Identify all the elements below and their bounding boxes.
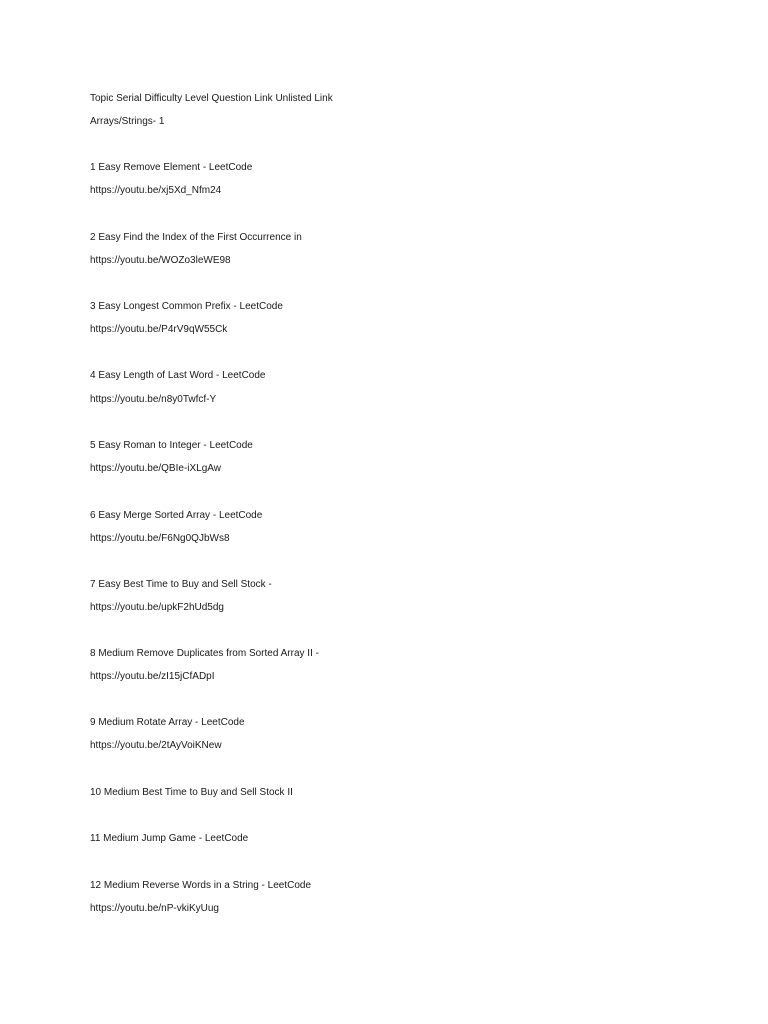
entry-link[interactable]: https://youtu.be/zI15jCfADpI [90, 671, 215, 682]
entry-title: 4 Easy Length of Last Word - LeetCode [90, 370, 266, 381]
entry-title: 10 Medium Best Time to Buy and Sell Stock II [90, 787, 293, 798]
entry-link[interactable]: https://youtu.be/QBIe-iXLgAw [90, 463, 222, 474]
entry-link[interactable]: https://youtu.be/F6Ng0QJbWs8 [90, 533, 230, 544]
entry-title: 6 Easy Merge Sorted Array - LeetCode [90, 510, 263, 521]
entry-title: 12 Medium Reverse Words in a String - LeetCode [90, 880, 312, 891]
entry-title: 11 Medium Jump Game - LeetCode [90, 833, 249, 844]
entry-title: 2 Easy Find the Index of the First Occurrence in [90, 232, 302, 243]
entry-title: 8 Medium Remove Duplicates from Sorted Array II - [90, 648, 319, 659]
entry-link[interactable]: https://youtu.be/nP-vkiKyUug [90, 903, 219, 914]
entry-link[interactable]: https://youtu.be/WOZo3leWE98 [90, 255, 231, 266]
section-title: Arrays/Strings- 1 [90, 116, 165, 127]
entry-link[interactable]: https://youtu.be/2tAyVoiKNew [90, 740, 222, 751]
entry-title: 3 Easy Longest Common Prefix - LeetCode [90, 301, 283, 312]
table-header: Topic Serial Difficulty Level Question Link Unlisted Link [90, 93, 333, 104]
entry-link[interactable]: https://youtu.be/P4rV9qW55Ck [90, 324, 228, 335]
entry-link[interactable]: https://youtu.be/n8y0Twfcf-Y [90, 394, 217, 405]
entry-title: 1 Easy Remove Element - LeetCode [90, 162, 253, 173]
entry-title: 5 Easy Roman to Integer - LeetCode [90, 440, 253, 451]
entry-link[interactable]: https://youtu.be/xj5Xd_Nfm24 [90, 185, 222, 196]
entry-title: 9 Medium Rotate Array - LeetCode [90, 717, 245, 728]
entry-title: 7 Easy Best Time to Buy and Sell Stock - [90, 579, 272, 590]
entry-link[interactable]: https://youtu.be/upkF2hUd5dg [90, 602, 224, 613]
